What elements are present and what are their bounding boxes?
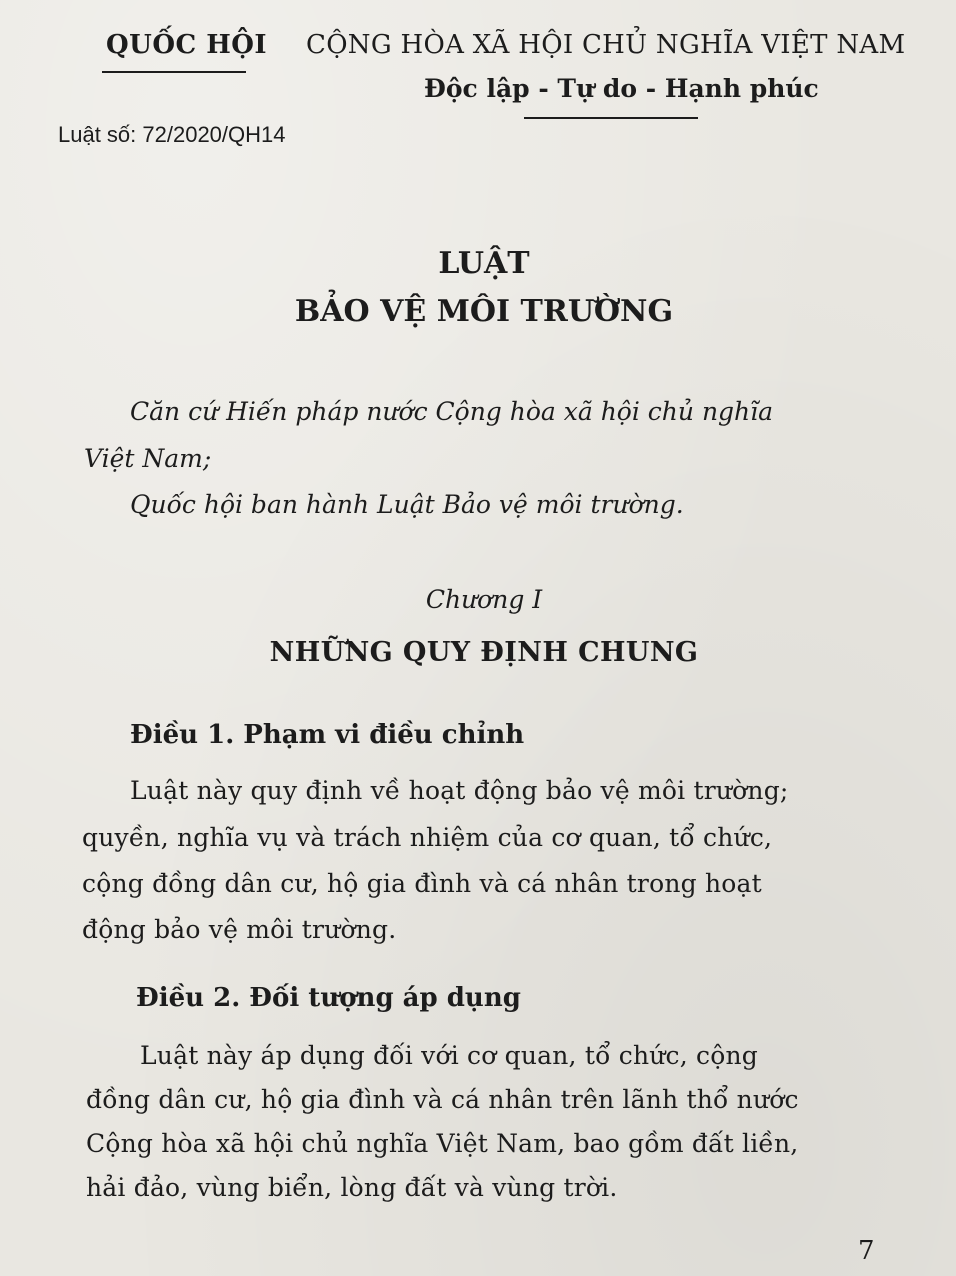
- issuing-agency: QUỐC HỘI: [106, 30, 268, 60]
- article-1-line: cộng đồng dân cư, hộ gia đình và cá nhân trong hoạt: [82, 869, 762, 898]
- national-title: CỘNG HÒA XÃ HỘI CHỦ NGHĨA VIỆT NAM: [306, 30, 906, 60]
- law-number: Luật số: 72/2020/QH14: [58, 122, 286, 147]
- national-motto: Độc lập - Tự do - Hạnh phúc: [424, 74, 819, 103]
- preamble-line-2: Việt Nam;: [84, 444, 212, 473]
- motto-underline: [524, 117, 698, 119]
- article-1-heading: Điều 1. Phạm vi điều chỉnh: [130, 720, 525, 750]
- article-2-line: Luật này áp dụng đối với cơ quan, tổ chức, cộng: [140, 1041, 758, 1070]
- document-type: LUẬT: [438, 246, 530, 281]
- article-2-line: Cộng hòa xã hội chủ nghĩa Việt Nam, bao gồm đất liền,: [86, 1129, 799, 1158]
- preamble-line-1: Căn cứ Hiến pháp nước Cộng hòa xã hội chủ nghĩa: [130, 397, 774, 426]
- article-2-heading: Điều 2. Đối tượng áp dụng: [136, 983, 521, 1013]
- article-2-line: đồng dân cư, hộ gia đình và cá nhân trên lãnh thổ nước: [86, 1085, 799, 1114]
- agency-underline: [102, 71, 246, 73]
- document-name: BẢO VỆ MÔI TRƯỜNG: [294, 294, 674, 329]
- article-1-line: Luật này quy định về hoạt động bảo vệ môi trường;: [130, 776, 789, 805]
- article-1-line: động bảo vệ môi trường.: [82, 915, 397, 944]
- chapter-title: NHỮNG QUY ĐỊNH CHUNG: [269, 637, 699, 668]
- chapter-number: Chương I: [425, 585, 543, 614]
- preamble-line-3: Quốc hội ban hành Luật Bảo vệ môi trường.: [130, 490, 684, 519]
- article-2-line: hải đảo, vùng biển, lòng đất và vùng trời.: [86, 1173, 618, 1202]
- page-number: 7: [858, 1236, 875, 1266]
- article-1-line: quyền, nghĩa vụ và trách nhiệm của cơ quan, tổ chức,: [82, 823, 773, 852]
